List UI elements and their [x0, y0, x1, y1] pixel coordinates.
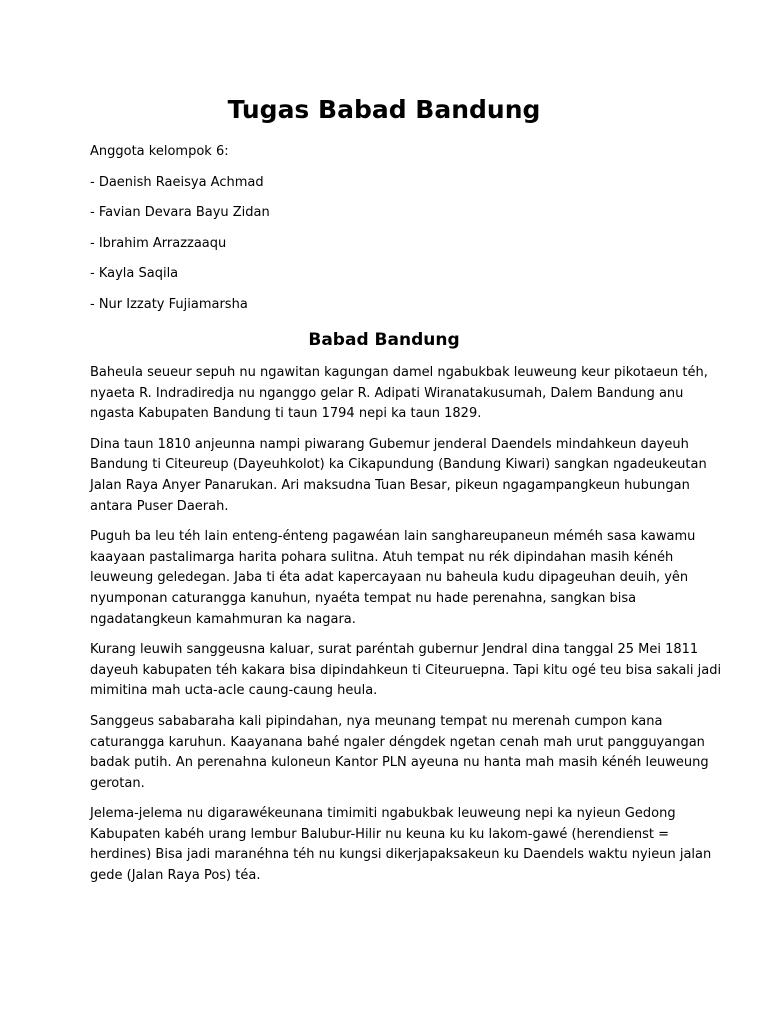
paragraph-line: Bandung ti Citeureup (Dayeuhkolot) ka Cikapundung (Bandung Kiwari) sangkan ngadeukeutan: [90, 457, 707, 473]
member-item: - Kayla Saqila: [90, 266, 179, 281]
paragraph-line: kaayaan pastalimarga harita pohara sulitna. Atuh tempat nu rék dipindahan masih kénéh: [90, 549, 674, 565]
paragraph-line: Puguh ba leu téh lain enteng-énteng pagawéan lain sanghareupaneun méméh sasa kawamu: [90, 529, 696, 545]
paragraph-line: herdines) Bisa jadi maranéhna téh nu kungsi dikerjapaksakeun ku Daendels waktu nyieun jalan: [90, 847, 712, 863]
paragraph-line: ngasta Kabupaten Bandung ti taun 1794 nepi ka taun 1829.: [90, 406, 482, 422]
paragraph-line: badak putih. An perenahna kuloneun Kantor PLN ayeuna nu hanta mah masih kénéh leuweung: [90, 755, 709, 771]
section-title: Babad Bandung: [308, 330, 460, 350]
member-item: - Daenish Raeisya Achmad: [90, 174, 264, 190]
paragraph: [90, 640, 722, 702]
member-item: - Ibrahim Arrazzaaqu: [90, 235, 227, 251]
paragraph-line: Jelema-jelema nu digarawékeunana timimiti ngabukbak leuweung nepi ka nyieun Gedong: [90, 806, 676, 822]
paragraph-line: nyumponan caturangga kanuhun, nyaéta tempat nu hade perenahna, sangkan bisa: [90, 590, 637, 606]
member-item: - Nur Izzaty Fujiamarsha: [90, 296, 248, 312]
paragraph: [90, 435, 707, 517]
paragraph-line: Sanggeus sababaraha kali pipindahan, nya meunang tempat nu merenah cumpon kana: [90, 713, 663, 729]
paragraph-line: Baheula seueur sepuh nu ngawitan kagungan damel ngabukbak leuweung keur pikotaeun téh,: [90, 365, 708, 380]
document-title: Tugas Babad Bandung: [227, 95, 541, 124]
paragraph-line: caturangga karuhun. Kaayanana bahé ngaler déngdek ngetan cenah mah urut pangguyangan: [90, 734, 705, 750]
paragraph-line: gerotan.: [90, 775, 145, 791]
paragraph-line: leuweung geledegan. Jaba ti éta adat kapercayaan nu baheula kudu dipageuhan deuih, yên: [90, 570, 689, 586]
paragraph: [90, 712, 709, 794]
paragraph-line: Jalan Raya Anyer Panarukan. Ari maksudna Tuan Besar, pikeun ngagampangkeun hubungan: [90, 477, 690, 493]
paragraph-line: Dina taun 1810 anjeunna nampi piwarang Gubemur jenderal Daendels mindahkeun dayeuh: [90, 436, 689, 452]
paragraph-line: dayeuh kabupaten téh kakara bisa dipindahkeun ti Citeuruepna. Tapi kitu ogé teu bisa sakali jadi: [90, 662, 722, 678]
paragraph-line: gede (Jalan Raya Pos) téa.: [90, 868, 261, 884]
paragraph-line: nyaeta R. Indradiredja nu nganggo gelar R. Adipati Wiranatakusumah, Dalem Bandung anu: [90, 385, 684, 401]
group-label: Anggota kelompok 6:: [90, 144, 229, 159]
paragraph-line: Kurang leuwih sanggeusna kaluar, surat paréntah gubernur Jendral dina tanggal 25 Mei 1811: [90, 642, 699, 658]
paragraph-line: antara Puser Daerah.: [90, 498, 229, 514]
member-item: - Favian Devara Bayu Zidan: [90, 205, 270, 220]
paragraph: [90, 804, 712, 886]
paragraph-line: mimitina mah ucta-acle caung-caung heula.: [90, 683, 378, 699]
paragraph: [90, 527, 696, 630]
member-list: [90, 142, 690, 325]
paragraph-line: Kabupaten kabéh urang lembur Balubur-Hilir nu keuna ku ku lakom-gawé (herendienst =: [90, 826, 670, 842]
body-text: [90, 363, 722, 897]
paragraph-line: ngadatangkeun kamahmuran ka nagara.: [90, 611, 356, 627]
paragraph: [90, 363, 708, 425]
